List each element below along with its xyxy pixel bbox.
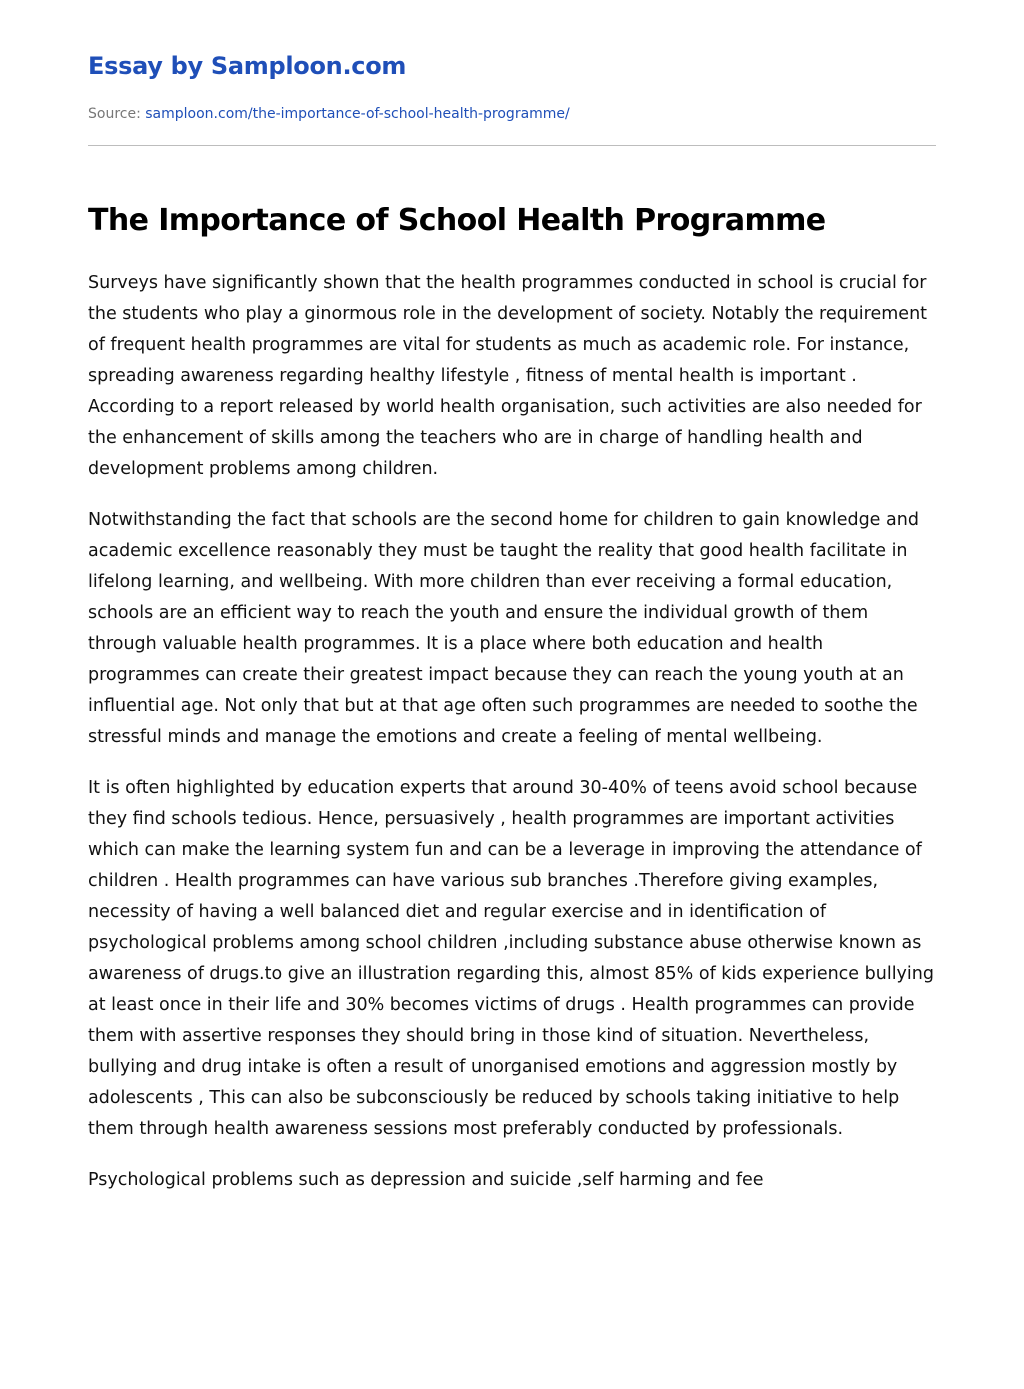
essay-paragraph-3: It is often highlighted by education experts that around 30-40% of teens avoid school because they find schools tedious. Hence, persuasively , health programmes are important activities which can make the learning system fun and can be a leverage in improving the attendance of children . Health programmes can have various sub branches .Therefore giving examples, necessity of having a well balanced diet and regular exercise and in identification of psychological problems among school children ,including substance abuse otherwise known as awareness of drugs.to give an illustration regarding this, almost 85% of kids experience bullying at least once in their life and 30% becomes victims of drugs . Health programmes can provide them with assertive responses they should bring in those kind of situation. Nevertheless, bullying and drug intake is often a result of unorganised emotions and aggression mostly by adolescents , This can also be subconsciously be reduced by schools taking initiative to help them through health awareness sessions most preferably conducted by professionals. xyxy=(88,778,934,1139)
essay-body xyxy=(88,268,936,1216)
site-brand-link[interactable]: Essay by Samploon.com xyxy=(88,52,407,80)
essay-paragraph-1: Surveys have significantly shown that the health programmes conducted in school is crucial for the students who play a ginormous role in the development of society. Notably the requirement of frequent health programmes are vital for students as much as academic role. For instance, spreading awareness regarding healthy lifestyle , fitness of mental health is important . According to a report released by world health organisation, such activities are also needed for the enhancement of skills among the teachers who are in charge of handling health and development problems among children. xyxy=(88,273,928,479)
source-line xyxy=(88,106,570,122)
source-link[interactable]: samploon.com/the-importance-of-school-health-programme/ xyxy=(145,106,570,122)
header-divider xyxy=(88,145,936,146)
essay-paragraph-2: Notwithstanding the fact that schools are the second home for children to gain knowledge and academic excellence reasonably they must be taught the reality that good health facilitate in lifelong learning, and wellbeing. With more children than ever receiving a formal education, schools are an efficient way to reach the youth and ensure the individual growth of them through valuable health programmes. It is a place where both education and health programmes can create their greatest impact because they can reach the young youth at an influential age. Not only that but at that age often such programmes are needed to soothe the stressful minds and manage the emotions and create a feeling of mental wellbeing. xyxy=(88,510,919,747)
source-label: Source: xyxy=(88,106,141,122)
essay-title: The Importance of School Health Programme xyxy=(88,203,826,238)
essay-paragraph-4: Psychological problems such as depression and suicide ,self harming and fee xyxy=(88,1170,764,1190)
